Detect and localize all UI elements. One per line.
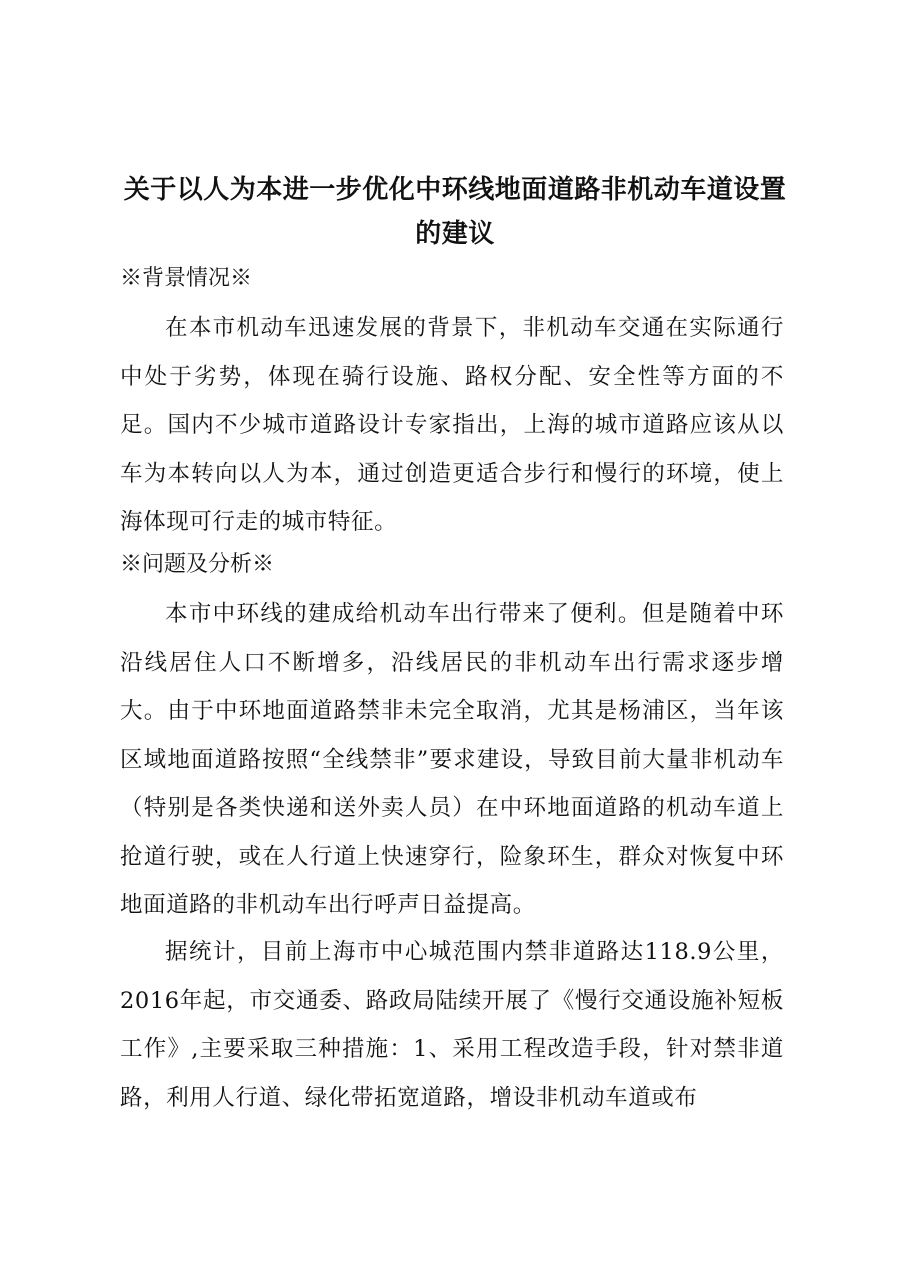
document-title: 关于以人为本进一步优化中环线地面道路非机动车道设置的建议 bbox=[123, 175, 787, 249]
section-heading-problem-analysis: ※问题及分析※ bbox=[120, 552, 275, 577]
paragraph-background: 在本市机动车迅速发展的背景下，非机动车交通在实际通行中处于劣势，体现在骑行设施、路权分配、安全性等方面的不足。国内不少城市道路设计专家指出，上海的城市道路应该从以车为本转向以人为本，通过创造更适合步行和慢行的环境，使上海体现可行走的城市特征。 bbox=[120, 315, 784, 535]
paragraph-statistics: 据统计，目前上海市中心城范围内禁非道路达118.9公里，2016年起，市交通委、路政局陆续开展了《慢行交通设施补短板工作》,主要采取三种措施：1、采用工程改造手段，针对禁非道路，利用人行道、绿化带拓宽道路，增设非机动车道或布 bbox=[120, 939, 784, 1111]
paragraph-problem: 本市中环线的建成给机动车出行带来了便利。但是随着中环沿线居住人口不断增多，沿线居民的非机动车出行需求逐步增大。由于中环地面道路禁非未完全取消，尤其是杨浦区，当年该区域地面道路按照“全线禁非”要求建设，导致目前大量非机动车（特别是各类快递和送外卖人员）在中环地面道路的机动车道上抢道行驶，或在人行道上快速穿行，险象环生，群众对恢复中环地面道路的非机动车出行呼声日益提高。 bbox=[120, 601, 784, 918]
section-heading-background: ※背景情况※ bbox=[120, 266, 253, 291]
